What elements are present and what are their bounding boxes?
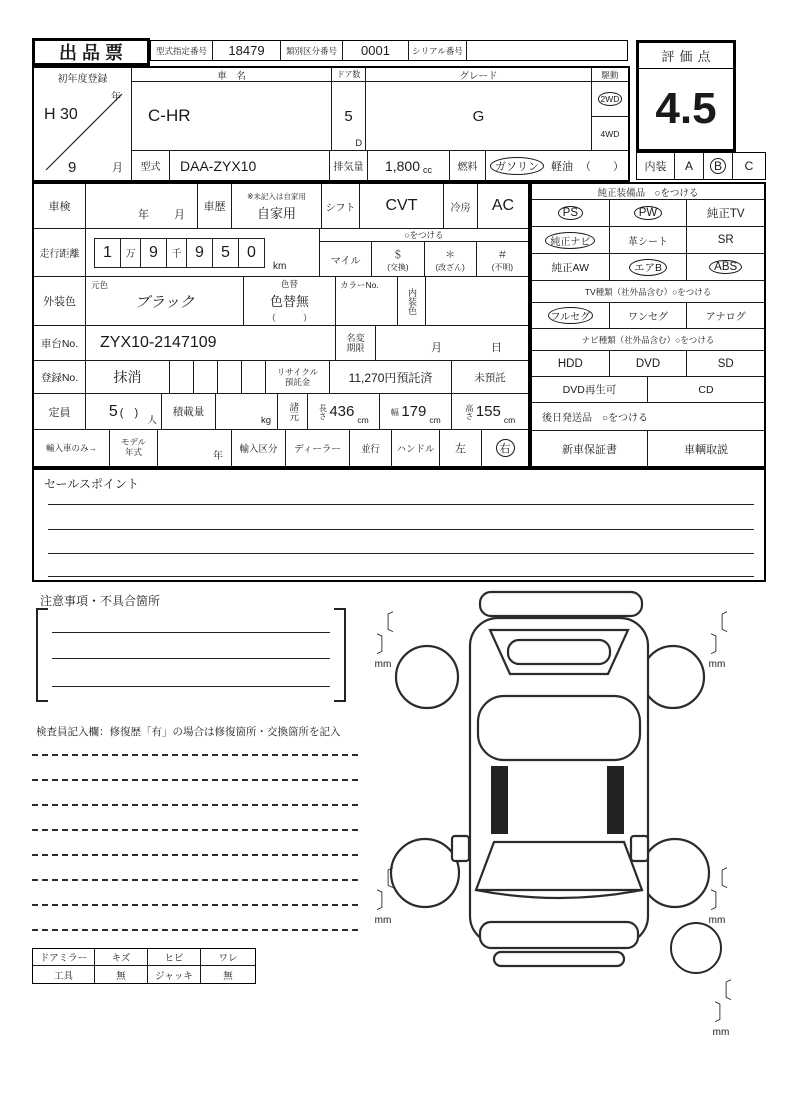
length-unit: cm (357, 415, 369, 425)
tv-oneseg: ワンセグ (610, 303, 688, 328)
mileage-field (86, 229, 320, 276)
right-mirror (631, 836, 648, 861)
mile-option-exchange (372, 242, 424, 276)
drive-option-4wd: 4WD (600, 128, 620, 139)
mileage-digit-3: 9 (186, 238, 213, 268)
fuel-option-diesel: 軽油 (551, 160, 573, 173)
name-change-date-field (376, 326, 528, 360)
doors-label: ドア数 (332, 68, 365, 82)
chassis-no-label: 車台No. (34, 326, 86, 360)
equip-leather-seat: 革シート (610, 227, 688, 253)
first-reg-month: 9 (68, 159, 77, 176)
shaken-date-field (86, 184, 198, 228)
first-registration-label: 初年度登録 (57, 74, 108, 85)
score-box (636, 40, 736, 152)
equip-sunroof: SR (717, 234, 734, 246)
bracket-close-icon: 〕 (375, 632, 398, 657)
serial-number-field (467, 41, 627, 60)
fuel-paren: （ ） (580, 160, 624, 173)
first-reg-year-unit: 年 (111, 92, 121, 103)
header-strip (150, 40, 628, 61)
color-change-paren: （ ） (266, 313, 312, 323)
recycle-label-cell (266, 361, 330, 393)
import-only-label: 輸入車のみ→ (34, 430, 110, 466)
inspector-line-7 (32, 904, 358, 906)
interior-option-a (675, 153, 704, 179)
name-change-label-cell (336, 326, 376, 360)
spare-tire-circle (670, 922, 722, 974)
handle-right-circled: 右 (496, 439, 515, 457)
tread-front-left (358, 612, 408, 670)
bracket-close-icon: 〕 (709, 632, 732, 657)
equip-ps-circled: PS (558, 206, 583, 220)
grade-label: グレード (366, 68, 591, 82)
navi-dvd-playable: DVD再生可 (532, 377, 648, 402)
handle-right-cell (482, 430, 528, 466)
tampered-label: (改ざん) (435, 262, 465, 272)
reg-no-label: 登録No. (34, 361, 86, 393)
car-diagram (388, 586, 712, 978)
tread-brackets (358, 612, 408, 656)
interior-option-b (704, 153, 733, 179)
front-plate (494, 952, 624, 966)
bracket-open-icon: 〔 (705, 866, 728, 891)
capacity-label: 定員 (34, 394, 86, 429)
front-bumper (480, 922, 638, 948)
equipment-header: 純正装備品 ○をつける (532, 184, 764, 200)
sheet-title: 出 品 票 (58, 43, 123, 63)
navi-sd: SD (717, 357, 734, 370)
shaken-label: 車検 (34, 184, 86, 228)
color-change-label: 色替 (280, 279, 298, 289)
unknown-symbol: ＃ (497, 249, 508, 261)
mileage-unit-km: km (273, 261, 287, 272)
bracket-open-icon: 〔 (705, 610, 728, 635)
tool-none-value: 無 (95, 966, 148, 983)
interior-option-c (733, 153, 765, 179)
ext-color-label: 外装色 (34, 277, 86, 325)
exchange-symbol: ＄ (392, 249, 403, 261)
displacement-number: 1,800 (384, 157, 421, 174)
drive-col (592, 68, 628, 150)
shaken-month-unit: 月 (174, 209, 185, 221)
length-label: 長さ (318, 403, 328, 420)
tread-unit-label: mm (708, 659, 726, 670)
grade-value: G (472, 107, 485, 125)
bracket-open-icon: 〔 (371, 866, 394, 891)
equip-airbag-circled: エアB (629, 259, 667, 276)
color-no-cell (336, 277, 398, 325)
mileage-digit-1: 1 (94, 238, 121, 268)
color-change-value: 色替無 (269, 294, 309, 309)
aircon-label: 冷房 (444, 184, 478, 228)
interior-b-circled: B (710, 158, 726, 174)
inspector-line-3 (32, 804, 358, 806)
recycle-not-deposited: 未預託 (474, 371, 506, 384)
tool-label: 工具 (33, 966, 95, 983)
notes-bracket-right (334, 608, 346, 702)
capacity-paren: ( ) (119, 406, 139, 419)
interior-color-label-cell (398, 277, 426, 325)
mileage-digit-5: 0 (238, 238, 265, 268)
serial-number-label: シリアル番号 (409, 41, 467, 60)
first-reg-month-unit: 月 (112, 162, 123, 174)
load-unit: kg (260, 415, 271, 426)
drive-label: 駆動 (592, 68, 628, 82)
equip-tv-label: 純正TV (706, 208, 745, 220)
model-year-label: モデル年式 (120, 437, 147, 457)
tool-mirror-table (32, 948, 256, 984)
color-change-cell (244, 277, 336, 325)
interior-grade-strip (636, 152, 766, 180)
tread-front-right (692, 612, 742, 670)
capacity-unit: 人 (147, 415, 157, 426)
shaken-year-unit: 年 (138, 209, 149, 221)
history-note: ※未記入は自家用 (247, 191, 306, 201)
mile-option-mile-label: マイル (330, 255, 361, 267)
model-designation-value: 18479 (213, 41, 281, 60)
capacity-cell (86, 394, 162, 429)
crack-label: ヒビ (148, 949, 201, 965)
mile-option-mile (320, 242, 372, 276)
mileage-unit-sen: 千 (166, 238, 187, 268)
grade-col (366, 68, 592, 150)
score-value: 4.5 (655, 84, 717, 133)
navi-dvd: DVD (610, 351, 688, 376)
bracket-close-icon: 〕 (709, 888, 732, 913)
tread-unit-label: mm (708, 915, 726, 926)
mile-check-section (320, 229, 528, 276)
class-number-value: 0001 (343, 41, 409, 60)
height-cell (452, 394, 528, 429)
inspector-note-label: 検査員記入欄：修復歴「有」の場合は修復箇所・交換箇所を記入 (36, 726, 341, 738)
mileage-digit-2: 9 (140, 238, 167, 268)
interior-color-label: 内装色 (407, 287, 417, 315)
tread-rear-right (692, 868, 742, 926)
width-value: 179 (401, 403, 427, 420)
equip-navi-circled: 純正ナビ (545, 232, 595, 249)
equip-pw-circled: PW (634, 206, 663, 220)
tread-unit-label: mm (374, 915, 392, 926)
aircon-value: AC (491, 197, 515, 214)
displacement-unit: cc (423, 165, 433, 175)
door-mirror-label: ドアミラー (33, 949, 95, 965)
inspector-line-1 (32, 754, 358, 756)
history-value: 自家用 (256, 205, 296, 221)
model-year-field (158, 430, 232, 466)
navi-cd: CD (698, 383, 714, 396)
history-cell (232, 184, 322, 228)
car-name-label: 車 名 (132, 68, 331, 82)
sales-line-1 (48, 504, 754, 505)
capacity-value: 5 (108, 402, 118, 420)
name-change-label: 名変期限 (346, 332, 365, 353)
mileage-digit-4: 5 (212, 238, 239, 268)
tread-unit-label: mm (374, 659, 392, 670)
doors-unit: D (355, 138, 362, 148)
scratch-label: キズ (95, 949, 148, 965)
first-registration-cell (34, 68, 132, 180)
unknown-label: (不明) (491, 262, 514, 272)
equip-ps (532, 200, 610, 226)
recycle-label: リサイクル預託金 (276, 366, 319, 387)
vehicle-manual: 車輌取説 (684, 443, 728, 456)
width-cell (380, 394, 452, 429)
warranty-book: 新車保証書 (532, 431, 648, 466)
interior-a: A (684, 159, 693, 173)
tv-fullseg-circled: フルセグ (548, 307, 594, 324)
drive-option-2wd-circled: 2WD (598, 92, 623, 106)
tread-unit-label: mm (712, 1027, 730, 1038)
orig-color-label: 元色 (91, 280, 109, 290)
equip-genuine-tv (687, 200, 764, 226)
tampered-symbol: ＊ (445, 249, 456, 261)
car-name-value: C-HR (148, 106, 191, 125)
notes-line-2 (52, 658, 330, 659)
import-dealer: ディーラー (286, 430, 350, 466)
model-code-value: DAA-ZYX10 (170, 151, 330, 180)
name-change-month-unit: 月 (431, 342, 442, 354)
spec-label: 諸元 (287, 402, 299, 421)
inspector-line-2 (32, 779, 358, 781)
length-value: 436 (329, 403, 355, 420)
history-label: 車歴 (198, 184, 232, 228)
reg-empty-4 (242, 361, 266, 393)
model-year-label-cell (110, 430, 158, 466)
recycle-deposit-value: 11,270円預託済 (330, 361, 452, 393)
sales-line-3 (48, 553, 754, 554)
sales-line-4 (48, 576, 754, 577)
car-name-col (132, 68, 332, 150)
interior-c: C (744, 159, 754, 173)
break-label: ワレ (218, 953, 238, 964)
notes-bracket-left (36, 608, 48, 702)
import-division-label: 輸入区分 (232, 430, 286, 466)
sales-point-box (32, 468, 766, 582)
tread-brackets (696, 980, 746, 1024)
navi-hdd: HDD (532, 351, 610, 376)
bracket-open-icon: 〔 (709, 978, 732, 1003)
height-unit: cm (503, 415, 516, 425)
doors-count: 5 (344, 107, 353, 125)
tv-type-header: TV種類（社外品含む）○をつける (532, 281, 764, 303)
displacement-cell (368, 151, 450, 180)
reg-empty-3 (218, 361, 242, 393)
later-shipment-row: 後日発送品 ○をつける (532, 403, 764, 431)
model-year-unit: 年 (213, 451, 223, 462)
fuel-option-gasoline-circled: ガソリン (490, 157, 544, 175)
fuel-label: 燃料 (450, 151, 486, 180)
equip-pw (610, 200, 688, 226)
main-detail-table (32, 182, 530, 468)
mile-option-unknown (477, 242, 528, 276)
length-cell (308, 394, 380, 429)
mile-option-tampered (425, 242, 477, 276)
mileage-unit-man: 万 (120, 238, 141, 268)
tv-analog: アナログ (705, 312, 746, 323)
inspector-line-4 (32, 829, 358, 831)
tread-brackets (692, 868, 742, 912)
inspector-line-8 (32, 929, 358, 931)
chassis-no-value: ZYX10-2147109 (86, 326, 336, 360)
equip-alloy-wheels: 純正AW (532, 254, 610, 280)
shift-value: CVT (360, 184, 444, 228)
mileage-label: 走行距離 (34, 229, 86, 276)
score-label: 評価点 (639, 43, 733, 69)
orig-color-value: ブラック (134, 293, 195, 311)
height-value: 155 (475, 403, 501, 420)
equip-airbag (610, 254, 688, 280)
spec-label-cell (278, 394, 308, 429)
height-label: 高さ (464, 403, 474, 420)
model-code-label: 型式 (132, 151, 170, 180)
notes-line-1 (52, 632, 330, 633)
rear-bumper (480, 592, 642, 616)
equip-abs-circled: ABS (709, 260, 742, 274)
inspector-line-5 (32, 854, 358, 856)
tread-brackets (358, 868, 408, 912)
bracket-close-icon: 〕 (375, 888, 398, 913)
jack-label: ジャッキ (148, 966, 201, 983)
tread-spare (696, 980, 746, 1038)
class-number-label: 類別区分番号 (281, 41, 343, 60)
displacement-label: 排気量 (330, 151, 368, 180)
load-field (216, 394, 278, 429)
vehicle-summary-box (32, 66, 630, 182)
import-parallel: 並行 (350, 430, 392, 466)
interior-color-field (426, 277, 528, 325)
inspector-line-6 (32, 879, 358, 881)
tread-brackets (692, 612, 742, 656)
bracket-close-icon: 〕 (713, 1000, 736, 1025)
mile-check-header: ○をつける (320, 229, 528, 242)
name-change-day-unit: 日 (491, 342, 502, 354)
fuel-options-cell (486, 151, 628, 180)
doors-col (332, 68, 366, 150)
sales-line-2 (48, 529, 754, 530)
model-designation-label: 型式指定番号 (151, 41, 213, 60)
bracket-open-icon: 〔 (371, 610, 394, 635)
tv-fullseg (532, 303, 610, 328)
load-label: 積載量 (162, 394, 216, 429)
exchange-label: (交換) (387, 262, 409, 272)
equip-abs (687, 254, 764, 280)
ext-color-original-cell (86, 277, 244, 325)
tread-rear-left (358, 868, 408, 926)
shift-label: シフト (322, 184, 360, 228)
sheet-title-box (32, 38, 150, 66)
notes-label: 注意事項・不具合箇所 (40, 594, 161, 608)
mileage-digit-boxes (94, 238, 265, 268)
jack-none-value: 無 (223, 970, 233, 982)
reg-no-value: 抹消 (86, 361, 170, 393)
notes-line-3 (52, 686, 330, 687)
navi-type-header: ナビ種類（社外品含む）○をつける (532, 329, 764, 351)
left-seat (491, 766, 508, 834)
first-reg-era-year: H 30 (44, 106, 78, 123)
interior-label: 内装 (637, 153, 675, 179)
right-seat (607, 766, 624, 834)
color-no-label: カラーNo. (340, 280, 379, 290)
left-mirror (452, 836, 469, 861)
equip-genuine-navi (532, 227, 610, 253)
reg-empty-2 (194, 361, 218, 393)
width-unit: cm (429, 415, 441, 425)
equipment-column (530, 182, 766, 468)
reg-empty-1 (170, 361, 194, 393)
width-label: 幅 (390, 407, 400, 416)
sales-point-label: セールスポイント (44, 477, 139, 491)
handle-label: ハンドル (392, 430, 440, 466)
handle-left: 左 (440, 430, 482, 466)
